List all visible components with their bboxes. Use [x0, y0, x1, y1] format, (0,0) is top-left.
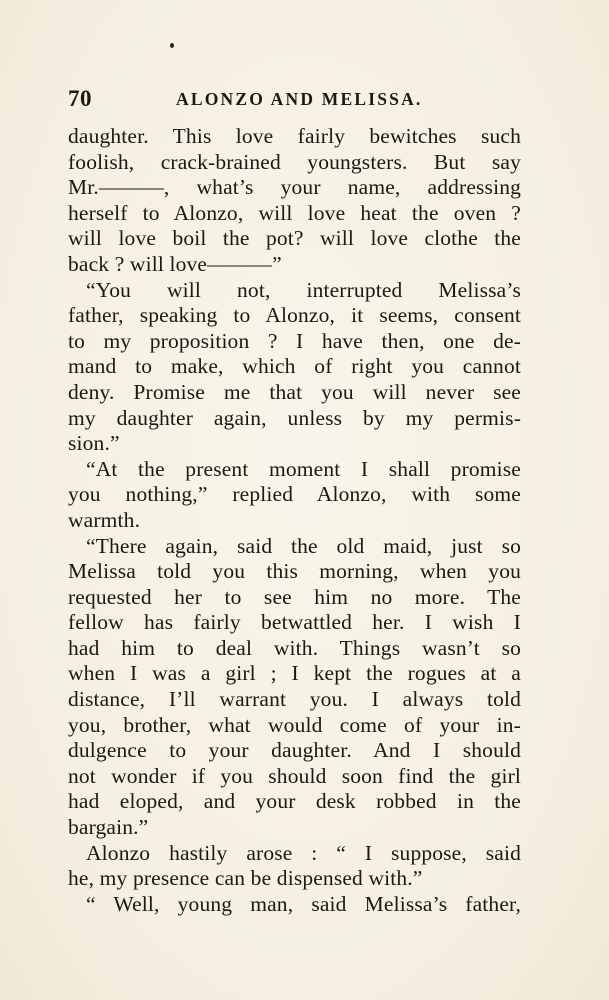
text-line: “You will not, interrupted Melissa’s — [86, 277, 521, 302]
body-text — [68, 124, 521, 917]
text-line: foolish, crack-brained youngsters. But say — [68, 149, 521, 174]
text-line: Melissa told you this morning, when you — [68, 559, 521, 584]
text-line: herself to Alonzo, will love heat the oven ? — [68, 200, 521, 225]
text-line: when I was a girl ; I kept the rogues at a — [68, 661, 521, 686]
text-line: warmth. — [68, 507, 141, 532]
text-line: not wonder if you should soon find the girl — [68, 763, 521, 788]
text-line: my daughter again, unless by my permis- — [68, 405, 521, 430]
text-line: to my proposition ? I have then, one de- — [68, 328, 521, 353]
text-line: will love boil the pot? will love clothe the — [68, 226, 521, 251]
text-line: Mr.———, what’s your name, addressing — [68, 175, 521, 200]
text-line: dulgence to your daughter. And I should — [68, 738, 521, 763]
text-line: deny. Promise me that you will never see — [68, 379, 521, 404]
text-line: father, speaking to Alonzo, it seems, consent — [68, 303, 521, 328]
text-line: he, my presence can be dispensed with.” — [68, 866, 423, 891]
text-line: mand to make, which of right you cannot — [68, 354, 521, 379]
text-line: “At the present moment I shall promise — [86, 456, 521, 481]
text-line: distance, I’ll warrant you. I always told — [68, 687, 521, 712]
ink-speck — [170, 43, 174, 48]
text-line: you, brother, what would come of your in- — [68, 712, 521, 737]
page-header — [68, 86, 540, 116]
text-line: “There again, said the old maid, just so — [86, 533, 521, 558]
running-head: ALONZO AND MELISSA. — [176, 89, 423, 109]
text-line: daughter. This love fairly bewitches such — [68, 124, 521, 148]
text-line: requested her to see him no more. The — [68, 584, 521, 609]
text-line: you nothing,” replied Alonzo, with some — [68, 482, 521, 507]
text-line: had eloped, and your desk robbed in the — [68, 789, 521, 814]
text-line: sion.” — [68, 431, 120, 456]
text-line: Alonzo hastily arose : “ I suppose, said — [86, 840, 521, 865]
text-line: had him to deal with. Things wasn’t so — [68, 635, 521, 660]
page-number: 70 — [68, 86, 92, 111]
text-line: back ? will love———” — [68, 251, 282, 276]
text-line: “ Well, young man, said Melissa’s father, — [86, 891, 521, 916]
text-line: bargain.” — [68, 815, 149, 840]
text-line: fellow has fairly betwattled her. I wish I — [68, 610, 521, 635]
